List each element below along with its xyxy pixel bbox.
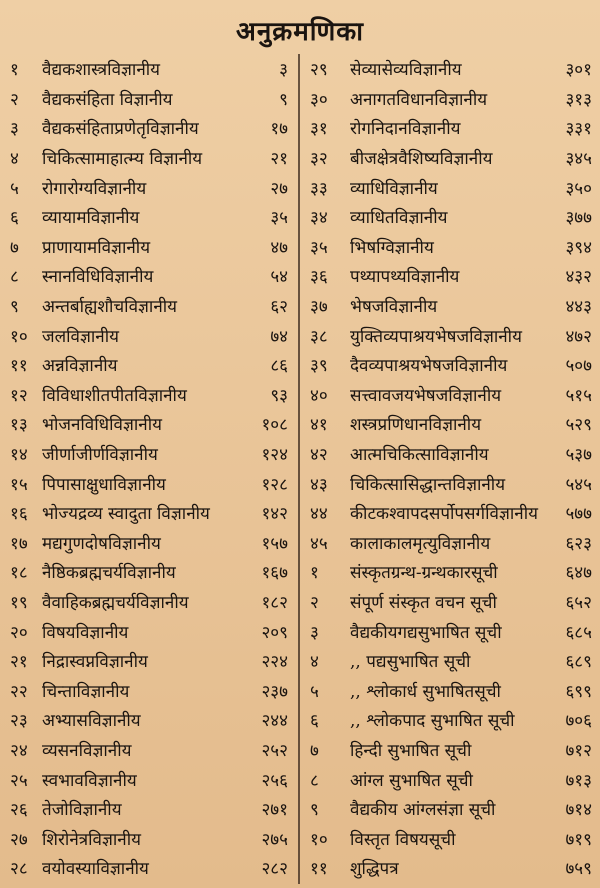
entry-page-number: २२४ <box>261 652 288 673</box>
entry-title: विस्तृत विषयसूची <box>350 829 456 850</box>
toc-entry <box>0 54 298 84</box>
entry-page-number: ७५९ <box>565 859 592 880</box>
entry-number: ४४ <box>310 504 328 525</box>
entry-page-number: ३९४ <box>565 237 592 258</box>
entry-number: ४१ <box>310 415 328 436</box>
toc-entry <box>302 320 600 350</box>
entry-number: ४० <box>310 385 328 406</box>
entry-title: पिपासाक्षुधाविज्ञानीय <box>42 474 166 495</box>
entry-title: स्नानविधिविज्ञानीय <box>42 267 154 288</box>
entry-page-number: २७५ <box>261 829 288 850</box>
entry-title: भोजनविधिविज्ञानीय <box>42 415 162 436</box>
entry-number: ३ <box>310 622 319 643</box>
entry-title: नैष्ठिकब्रह्मचर्यविज्ञानीय <box>42 563 176 584</box>
entry-number: ९ <box>10 297 19 318</box>
entry-page-number: ७१४ <box>565 800 592 821</box>
entry-number: ३४ <box>310 208 328 229</box>
entry-title: दैवव्यपाश्रयभेषजविज्ञानीय <box>350 356 508 377</box>
entry-number: २३ <box>10 711 28 732</box>
toc-entry <box>0 261 298 291</box>
toc-entry <box>302 794 600 824</box>
toc-entry <box>302 528 600 558</box>
entry-page-number: १८२ <box>261 592 288 613</box>
entry-title: शुद्धिपत्र <box>350 859 399 880</box>
entry-number: ७ <box>10 237 19 258</box>
entry-title: पथ्यापथ्यविज्ञानीय <box>350 267 460 288</box>
entry-number: २० <box>10 622 28 643</box>
entry-page-number: ३४५ <box>565 149 592 170</box>
entry-number: ११ <box>310 859 328 880</box>
toc-entry <box>302 439 600 469</box>
toc-entry <box>0 291 298 321</box>
toc-entry <box>302 113 600 143</box>
entry-page-number: १२४ <box>261 445 288 466</box>
entry-number: ५ <box>310 681 319 702</box>
entry-title: भेषजविज्ञानीय <box>350 297 438 318</box>
entry-page-number: ९३ <box>270 385 288 406</box>
entry-page-number: ४७२ <box>565 326 592 347</box>
entry-page-number: ३५ <box>270 208 288 229</box>
entry-page-number: १०८ <box>261 415 288 436</box>
entry-page-number: ४४३ <box>565 297 592 318</box>
toc-entry <box>0 853 298 883</box>
toc-entry <box>302 764 600 794</box>
toc-entry <box>0 202 298 232</box>
entry-page-number: ९ <box>279 89 288 110</box>
entry-number: १ <box>10 60 19 81</box>
entry-number: १० <box>10 326 28 347</box>
entry-page-number: २०९ <box>261 622 288 643</box>
entry-number: ४५ <box>310 533 328 554</box>
toc-entry <box>302 143 600 173</box>
entry-page-number: १५७ <box>261 533 288 554</box>
entry-page-number: ५२९ <box>565 415 592 436</box>
entry-page-number: ४७ <box>270 237 288 258</box>
entry-number: ११ <box>10 356 28 377</box>
entry-number: १ <box>310 563 319 584</box>
entry-number: ३७ <box>310 297 328 318</box>
toc-entry <box>0 616 298 646</box>
entry-page-number: ७१९ <box>565 829 592 850</box>
entry-number: १६ <box>10 504 28 525</box>
toc-entry <box>0 468 298 498</box>
entry-title: संपूर्ण संस्कृत वचन सूची <box>350 592 497 613</box>
entry-number: ३३ <box>310 178 328 199</box>
entry-title: शिरोनेत्रविज्ञानीय <box>42 829 141 850</box>
entry-page-number: ६२ <box>270 297 288 318</box>
entry-page-number: १७ <box>270 119 288 140</box>
entry-number: २८ <box>10 859 28 880</box>
entry-page-number: ४३२ <box>565 267 592 288</box>
entry-title: चिकित्सामाहात्म्य विज्ञानीय <box>42 149 203 170</box>
entry-number: १९ <box>10 592 28 613</box>
entry-page-number: ३०१ <box>565 60 592 81</box>
entry-page-number: ७०६ <box>565 711 592 732</box>
entry-page-number: २४४ <box>261 711 288 732</box>
entry-title: व्यायामविज्ञानीय <box>42 208 140 229</box>
entry-page-number: ३ <box>279 60 288 81</box>
entry-title: वैद्यकसंहिताप्रणेतृविज्ञानीय <box>42 119 199 140</box>
entry-title: तेजोविज्ञानीय <box>42 800 122 821</box>
toc-entry <box>302 84 600 114</box>
entry-page-number: ६५२ <box>565 592 592 613</box>
toc-entry <box>0 557 298 587</box>
toc-entry <box>0 380 298 410</box>
entry-title: आंग्ल सुभाषित सूची <box>350 770 473 791</box>
entry-number: ५ <box>10 178 19 199</box>
entry-title: संस्कृतग्रन्थ-ग्रन्थकारसूची <box>350 563 498 584</box>
entry-page-number: ५७७ <box>565 504 592 525</box>
entry-number: ७ <box>310 740 319 761</box>
toc-column-right <box>302 54 600 883</box>
page-title: अनुक्रमणिका <box>235 17 365 47</box>
entry-page-number: ७१३ <box>565 770 592 791</box>
toc-entry <box>302 172 600 202</box>
toc-entry <box>302 350 600 380</box>
entry-title: वैवाहिकब्रह्मचर्यविज्ञानीय <box>42 592 189 613</box>
entry-title: जलविज्ञानीय <box>42 326 119 347</box>
entry-title: व्यसनविज्ञानीय <box>42 740 132 761</box>
toc-entry <box>0 439 298 469</box>
entry-title: कीटकश्वापदसर्पोपसर्गविज्ञानीय <box>350 504 538 525</box>
entry-page-number: ३५० <box>565 178 592 199</box>
entry-page-number: ७१२ <box>565 740 592 761</box>
entry-number: २९ <box>310 60 328 81</box>
toc-entry <box>302 616 600 646</box>
entry-title: ,, पद्यसुभाषित सूची <box>350 652 471 673</box>
entry-number: २ <box>10 89 19 110</box>
toc-entry <box>0 794 298 824</box>
toc-entry <box>0 232 298 262</box>
entry-title: वयोवस्याविज्ञानीय <box>42 859 149 880</box>
column-divider <box>298 54 300 884</box>
entry-title: भोज्यद्रव्य स्वादुता विज्ञानीय <box>42 504 210 525</box>
entry-page-number: ६४७ <box>565 563 592 584</box>
entry-number: २४ <box>10 740 28 761</box>
toc-entry <box>302 202 600 232</box>
entry-number: १३ <box>10 415 28 436</box>
entry-page-number: ५४५ <box>565 474 592 495</box>
toc-entry <box>0 350 298 380</box>
toc-entry <box>0 764 298 794</box>
entry-title: आत्मचिकित्साविज्ञानीय <box>350 445 489 466</box>
entry-page-number: ६८५ <box>565 622 592 643</box>
entry-page-number: ५१५ <box>565 385 592 406</box>
entry-page-number: ३३१ <box>565 119 592 140</box>
entry-page-number: २८२ <box>261 859 288 880</box>
entry-number: ९ <box>310 800 319 821</box>
entry-title: ,, श्लोकपाद सुभाषित सूची <box>350 711 515 732</box>
entry-title: वैद्यकीय आंग्लसंज्ञा सूची <box>350 800 496 821</box>
entry-title: स्वभावविज्ञानीय <box>42 770 137 791</box>
toc-entry <box>0 84 298 114</box>
entry-number: ४ <box>310 652 319 673</box>
entry-number: ३५ <box>310 237 328 258</box>
toc-entry <box>0 646 298 676</box>
toc-entry <box>0 823 298 853</box>
toc-entry <box>0 143 298 173</box>
toc-entry <box>302 705 600 735</box>
entry-number: २ <box>310 592 319 613</box>
entry-page-number: २१ <box>270 149 288 170</box>
entry-page-number: ३१३ <box>565 89 592 110</box>
entry-title: युक्तिव्यपाश्रयभेषजविज्ञानीय <box>350 326 522 347</box>
toc-entry <box>302 646 600 676</box>
entry-title: व्याधितविज्ञानीय <box>350 208 448 229</box>
entry-title: वैद्यकशास्त्रविज्ञानीय <box>42 60 161 81</box>
toc-entry <box>0 735 298 765</box>
entry-title: रोगारोग्यविज्ञानीय <box>42 178 147 199</box>
entry-number: २५ <box>10 770 28 791</box>
toc-entry <box>302 261 600 291</box>
entry-page-number: ८६ <box>270 356 288 377</box>
entry-number: ३८ <box>310 326 328 347</box>
entry-title: बीजक्षेत्रवैशिष्यविज्ञानीय <box>350 149 493 170</box>
toc-entry <box>0 498 298 528</box>
entry-title: भिषग्विज्ञानीय <box>350 237 434 258</box>
entry-page-number: ६८९ <box>565 652 592 673</box>
entry-number: ८ <box>310 770 319 791</box>
entry-page-number: १२८ <box>261 474 288 495</box>
toc-entry <box>302 232 600 262</box>
entry-number: ३६ <box>310 267 328 288</box>
toc-entry <box>0 172 298 202</box>
entry-number: ४२ <box>310 445 328 466</box>
entry-page-number: ६२३ <box>565 533 592 554</box>
entry-number: २७ <box>10 829 28 850</box>
toc-entry <box>302 557 600 587</box>
entry-number: १४ <box>10 445 28 466</box>
entry-title: वैद्यकीयगद्यसुभाषित सूची <box>350 622 502 643</box>
toc-entry <box>0 113 298 143</box>
entry-page-number: २५६ <box>261 770 288 791</box>
entry-title: विविधाशीतपीतविज्ञानीय <box>42 385 187 406</box>
entry-title: अभ्यासविज्ञानीय <box>42 711 141 732</box>
entry-number: ६ <box>310 711 319 732</box>
toc-entry <box>302 853 600 883</box>
entry-page-number: २७ <box>270 178 288 199</box>
entry-number: ३१ <box>310 119 328 140</box>
entry-title: रोगनिदानविज्ञानीय <box>350 119 461 140</box>
toc-entry <box>0 675 298 705</box>
entry-number: १२ <box>10 385 28 406</box>
toc-entry <box>302 380 600 410</box>
entry-title: ,, श्लोकार्ध सुभाषितसूची <box>350 681 501 702</box>
entry-page-number: ३७७ <box>565 208 592 229</box>
entry-page-number: ५४ <box>270 267 288 288</box>
entry-title: सत्त्वावजयभेषजविज्ञानीय <box>350 385 502 406</box>
toc-entry <box>0 705 298 735</box>
entry-page-number: ७४ <box>270 326 288 347</box>
entry-page-number: २३७ <box>261 681 288 702</box>
entry-number: ३९ <box>310 356 328 377</box>
toc-entry <box>302 675 600 705</box>
entry-number: १५ <box>10 474 28 495</box>
entry-page-number: २५२ <box>261 740 288 761</box>
toc-entry <box>0 409 298 439</box>
entry-number: ४ <box>10 149 19 170</box>
entry-page-number: २७१ <box>261 800 288 821</box>
toc-entry <box>302 823 600 853</box>
toc-entry <box>302 54 600 84</box>
toc-column-left <box>0 54 298 883</box>
entry-number: १८ <box>10 563 28 584</box>
entry-number: ६ <box>10 208 19 229</box>
toc-entry <box>302 498 600 528</box>
entry-number: ४३ <box>310 474 328 495</box>
toc-entry <box>0 528 298 558</box>
entry-number: ३२ <box>310 149 328 170</box>
entry-number: २२ <box>10 681 28 702</box>
entry-title: चिकित्सासिद्धान्तविज्ञानीय <box>350 474 506 495</box>
entry-title: वैद्यकसंहिता विज्ञानीय <box>42 89 173 110</box>
toc-entry <box>0 320 298 350</box>
entry-title: शस्त्रप्रणिधानविज्ञानीय <box>350 415 482 436</box>
entry-page-number: ५३७ <box>565 445 592 466</box>
entry-number: ८ <box>10 267 19 288</box>
entry-title: निद्रास्वप्नविज्ञानीय <box>42 652 148 673</box>
entry-page-number: ६९९ <box>565 681 592 702</box>
entry-page-number: १४२ <box>261 504 288 525</box>
entry-title: अन्तर्बाह्यशौचविज्ञानीय <box>42 297 178 318</box>
entry-number: १० <box>310 829 328 850</box>
entry-number: ३० <box>310 89 328 110</box>
entry-title: कालाकालमृत्युविज्ञानीय <box>350 533 491 554</box>
toc-entry <box>302 587 600 617</box>
toc-entry <box>0 587 298 617</box>
entry-page-number: ५०७ <box>565 356 592 377</box>
entry-title: सेव्यासेव्यविज्ञानीय <box>350 60 462 81</box>
entry-page-number: १६७ <box>261 563 288 584</box>
entry-title: चिन्ताविज्ञानीय <box>42 681 130 702</box>
entry-title: विषयविज्ञानीय <box>42 622 129 643</box>
entry-title: हिन्दी सुभाषित सूची <box>350 740 472 761</box>
entry-title: जीर्णाजीर्णविज्ञानीय <box>42 445 158 466</box>
entry-number: २१ <box>10 652 28 673</box>
toc-entry <box>302 735 600 765</box>
entry-title: अनागतविधानविज्ञानीय <box>350 89 488 110</box>
entry-number: २६ <box>10 800 28 821</box>
toc-entry <box>302 409 600 439</box>
entry-title: मद्यगुणदोषविज्ञानीय <box>42 533 161 554</box>
entry-title: अन्नविज्ञानीय <box>42 356 118 377</box>
entry-number: १७ <box>10 533 28 554</box>
entry-title: व्याधिविज्ञानीय <box>350 178 438 199</box>
entry-number: ३ <box>10 119 19 140</box>
toc-entry <box>302 468 600 498</box>
toc-entry <box>302 291 600 321</box>
entry-title: प्राणायामविज्ञानीय <box>42 237 151 258</box>
